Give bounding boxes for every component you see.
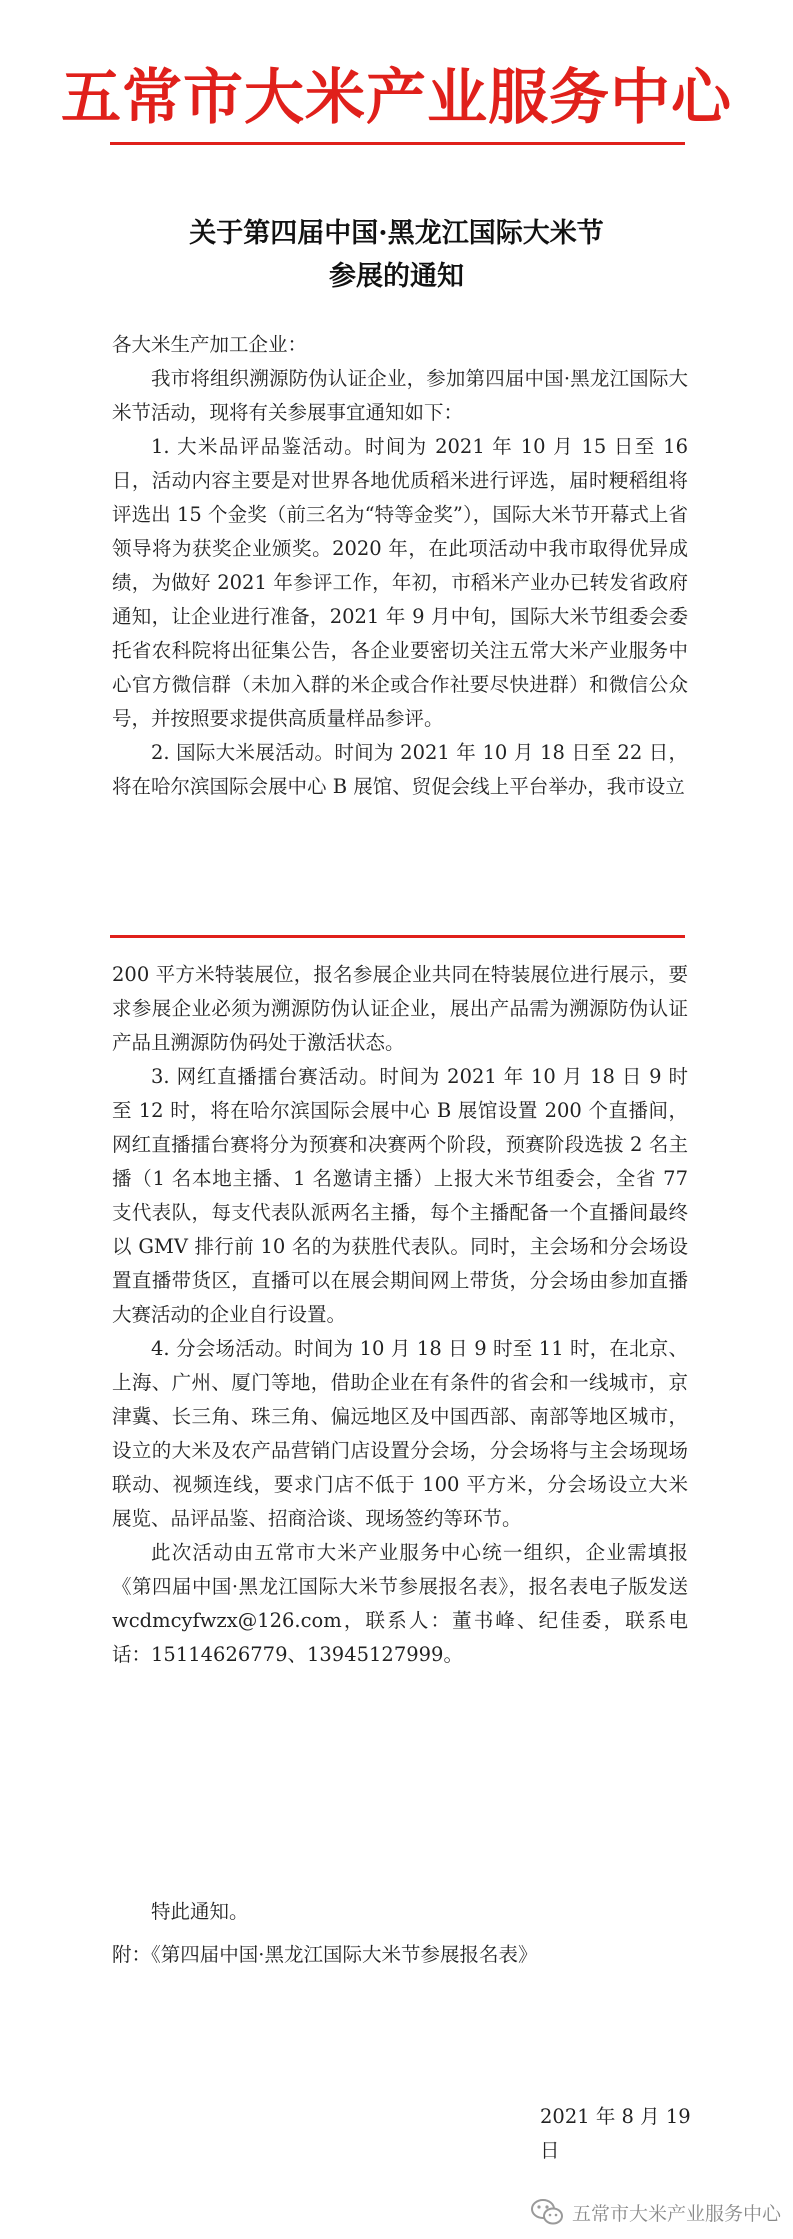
intro-paragraph: 我市将组织溯源防伪认证企业，参加第四届中国·黑龙江国际大米节活动，现将有关参展事宜通知如下：: [112, 367, 688, 424]
attachment-line: 附：《第四届中国·黑龙江国际大米节参展报名表》: [112, 1943, 538, 1966]
org-header: 五常市大米产业服务中心: [61, 63, 732, 133]
item2-paragraph-start: 2. 国际大米展活动。时间为 2021 年 10 月 18 日至 22 日，将在哈尔滨国际会展中心 B 展馆、贸促会线上平台举办，我市设立: [112, 741, 688, 798]
item4-paragraph: 4. 分会场活动。时间为 10 月 18 日 9 时至 11 时，在北京、上海、广州、厦门等地，借助企业在有条件的省会和一线城市，京津冀、长三角、珠三角、偏远地区及中国西部、南部等地区城市，设立的大米及农产品营销门店设置分会场，分会场将与主会场现场联动、视频连线，要求门店不低于 100 平方米，分会场设立大米展览、品评品鉴、招商洽谈、现场签约等环节。: [112, 1337, 688, 1530]
wechat-watermark: [530, 2198, 781, 2226]
closing-notice: [112, 1893, 688, 1931]
salutation: 各大米生产加工企业：: [112, 333, 308, 356]
header-red-rule: [110, 142, 685, 145]
notice-title-line2: 参展的通知: [329, 261, 464, 292]
closing-notice-text: 特此通知。: [151, 1900, 249, 1923]
issue-date: 2021 年 8 月 19 日: [540, 2105, 691, 2162]
contact-paragraph: 此次活动由五常市大米产业服务中心统一组织，企业需填报《第四届中国·黑龙江国际大米节参展报名表》，报名表电子版发送 wcdmcyfwzx@126.com，联系人：董书峰、纪佳委，联系电话：15114626779、13945127999。: [112, 1541, 688, 1666]
item3-paragraph: 3. 网红直播擂台赛活动。时间为 2021 年 10 月 18 日 9 时至 12 时，将在哈尔滨国际会展中心 B 展馆设置 200 个直播间，网红直播擂台赛将分为预赛和决赛两个阶段，预赛阶段选拔 2 名主播（1 名本地主播、1 名邀请主播）上报大米节组委会，全省 77 支代表队，每支代表队派两名主播，每个主播配备一个直播间最终以 GMV 排行前 10 名的为获胜代表队。同时，主会场和分会场设置直播带货区，直播可以在展会期间网上带货，分会场由参加直播大赛活动的企业自行设置。: [112, 1065, 688, 1326]
item1-paragraph: 1. 大米品评品鉴活动。时间为 2021 年 10 月 15 日至 16 日，活动内容主要是对世界各地优质稻米进行评选，届时粳稻组将评选出 15 个金奖（前三名为“特等金奖”），国际大米节开幕式上省领导将为获奖企业颁奖。2020 年，在此项活动中我市取得优异成绩，为做好 2021 年参评工作，年初，市稻米产业办已转发省政府通知，让企业进行准备，2021 年 9 月中旬，国际大米节组委会委托省农科院将出征集公告，各企业要密切关注五常大米产业服务中心官方微信群（未加入群的米企或合作社要尽快进群）和微信公众号，并按照要求提供高质量样品参评。: [112, 435, 688, 730]
watermark-text: 五常市大米产业服务中心: [571, 2202, 781, 2225]
notice-title-line1: 关于第四届中国·黑龙江国际大米节: [189, 218, 604, 249]
wechat-icon: [530, 2198, 564, 2226]
section-red-rule: [110, 935, 685, 938]
body-block-upper: [112, 328, 688, 804]
item2-paragraph-end: 200 平方米特装展位，报名参展企业共同在特装展位进行展示，要求参展企业必须为溯源防伪认证企业，展出产品需为溯源防伪认证产品且溯源防伪码处于激活状态。: [112, 963, 688, 1054]
body-block-lower: [112, 958, 688, 1672]
